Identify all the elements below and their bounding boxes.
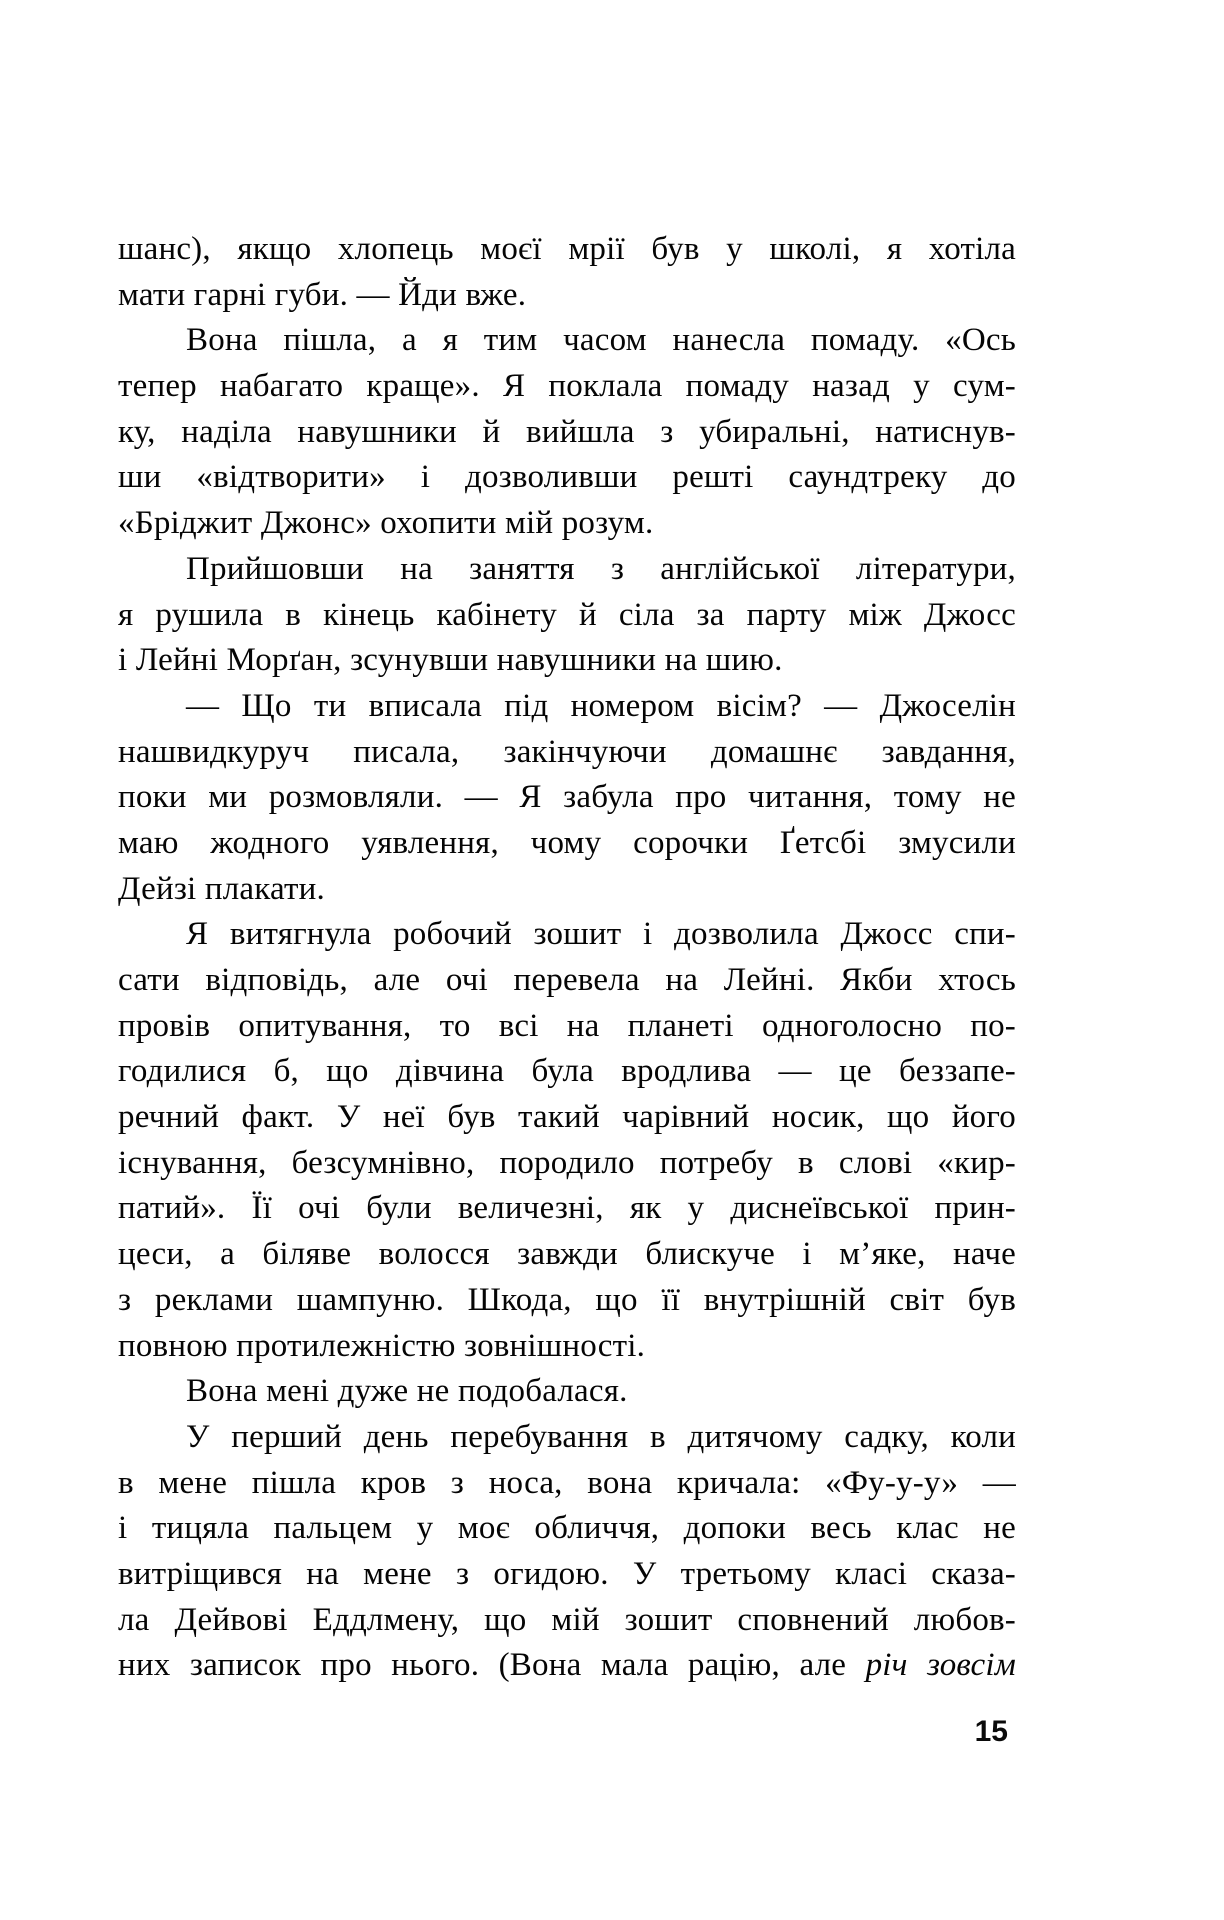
text-line: У перший день перебування в дитячому садку, коли: [186, 1418, 1016, 1455]
text-line: витріщився на мене з огидою. У третьому класі сказа-: [118, 1555, 1016, 1592]
italic-text: річ зовсім: [865, 1647, 1016, 1684]
text-line: я рушила в кінець кабінету й сіла за парту між Джосс: [118, 596, 1016, 633]
text-line: ку, наділа навушники й вийшла з убиральні, натиснув-: [118, 413, 1016, 450]
text-line: Прийшовши на заняття з англійської літератури,: [186, 550, 1016, 587]
text-line: і Лейні Морґан, зсунувши навушники на шию.: [118, 642, 783, 679]
text-line: ла Дейвові Еддлмену, що мій зошит сповнений любов-: [118, 1601, 1016, 1638]
text-line: повною протилежністю зовнішності.: [118, 1327, 646, 1364]
text-line: ши «відтворити» і дозволивши решті саундтреку до: [118, 459, 1016, 496]
page-number: 15: [974, 1715, 1008, 1748]
text-line: в мене пішла кров з носа, вона кричала: «Фу-у-у» —: [118, 1464, 1016, 1501]
text-line: годилися б, що дівчина була вродлива — це беззапе-: [118, 1053, 1016, 1090]
regular-text: них записок про нього. (Вона мала рацію, але: [118, 1647, 866, 1684]
text-line: шанс), якщо хлопець моєї мрії був у школі, я хотіла: [118, 231, 1016, 267]
text-line: цеси, а біляве волосся завжди блискуче і м’яке, наче: [118, 1236, 1016, 1273]
text-line: речний факт. У неї був такий чарівний носик, що його: [118, 1099, 1016, 1136]
text-line: Дейзі плакати.: [118, 870, 325, 907]
text-line: Вона пішла, а я тим часом нанесла помаду. «Ось: [186, 322, 1016, 359]
text-line: [118, 1643, 1016, 1689]
text-line: існування, безсумнівно, породило потребу в слові «кир-: [118, 1144, 1016, 1181]
page-text: [118, 227, 1016, 1689]
text-line: Я витягнула робочий зошит і дозволила Джосс спи-: [186, 916, 1016, 953]
text-line: тепер набагато краще». Я поклала помаду назад у сум-: [118, 368, 1016, 405]
text-line: Вона мені дуже не подобалася.: [186, 1373, 628, 1410]
text-line: поки ми розмовляли. — Я забула про читання, тому не: [118, 779, 1016, 816]
text-line: — Що ти вписала під номером вісім? — Джоселін: [186, 687, 1016, 724]
text-line: з реклами шампуню. Шкода, що її внутрішній світ був: [118, 1281, 1016, 1318]
text-line: патий». Її очі були величезні, як у диснеївської прин-: [118, 1190, 1016, 1227]
text-line: сати відповідь, але очі перевела на Лейні. Якби хтось: [118, 962, 1016, 998]
text-line: і тицяла пальцем у моє обличчя, допоки весь клас не: [118, 1510, 1016, 1547]
text-line: маю жодного уявлення, чому сорочки Ґетсбі змусили: [118, 824, 1016, 861]
text-line: нашвидкуруч писала, закінчуючи домашнє завдання,: [118, 733, 1016, 770]
text-line: провів опитування, то всі на планеті одноголосно по-: [118, 1007, 1016, 1044]
text-line: «Бріджит Джонс» охопити мій розум.: [118, 505, 654, 542]
text-line: мати гарні губи. — Йди вже.: [118, 276, 527, 313]
